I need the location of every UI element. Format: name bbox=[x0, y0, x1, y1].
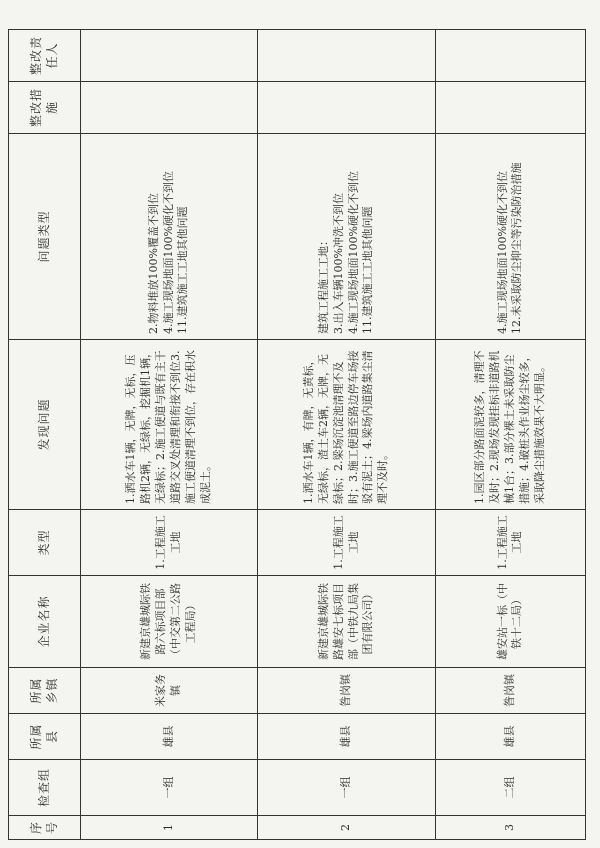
cell-town: 昝岗镇 bbox=[258, 668, 436, 714]
cell-measure bbox=[435, 82, 585, 134]
header-county: 所属县 bbox=[9, 714, 81, 760]
table-row bbox=[80, 30, 258, 840]
header-group: 检查组 bbox=[9, 760, 81, 816]
cell-issue: 2.物料堆放100%覆盖不到位 4.施工现场地面100%硬化不到位 11.建筑施工工地其他问题 bbox=[80, 134, 258, 340]
header-town: 所属乡镇 bbox=[9, 668, 81, 714]
cell-person bbox=[80, 30, 258, 82]
header-issue: 问题类型 bbox=[9, 134, 81, 340]
cell-group: 一组 bbox=[258, 760, 436, 816]
cell-no: 1 bbox=[80, 816, 258, 840]
cell-group: 一组 bbox=[80, 760, 258, 816]
header-measure: 整改措施 bbox=[9, 82, 81, 134]
cell-measure bbox=[80, 82, 258, 134]
cell-group: 二组 bbox=[435, 760, 585, 816]
cell-county: 雄县 bbox=[80, 714, 258, 760]
header-found: 发现问题 bbox=[9, 340, 81, 510]
header-type: 类型 bbox=[9, 510, 81, 576]
header-company: 企业名称 bbox=[9, 576, 81, 668]
cell-no: 3 bbox=[435, 816, 585, 840]
cell-company: 新建京雄城际铁路雄安七标项目部（中铁九局集团有限公司） bbox=[258, 576, 436, 668]
table-row bbox=[435, 30, 585, 840]
cell-person bbox=[435, 30, 585, 82]
cell-issue: 建筑工程施工工地： 3.出入车辆100%冲洗不到位 4.施工现场地面100%硬化不到位 11.建筑施工工地其他问题 bbox=[258, 134, 436, 340]
cell-person bbox=[258, 30, 436, 82]
inspection-table bbox=[8, 29, 586, 840]
cell-county: 雄县 bbox=[258, 714, 436, 760]
cell-no: 2 bbox=[258, 816, 436, 840]
table-header-row bbox=[9, 30, 81, 840]
header-person: 整改责任人 bbox=[9, 30, 81, 82]
cell-found: 1.园区部分路面泥较多，清理不及时；2.现场发现挂标非道路机械1台；3.部分裸土未采取防尘措施；4.破桩头作业扬尘较多，采取降尘措施效果不大明显。 bbox=[435, 340, 585, 510]
cell-type: 1.工程施工工地 bbox=[80, 510, 258, 576]
cell-type: 1.工程施工工地 bbox=[258, 510, 436, 576]
cell-town: 米家务镇 bbox=[80, 668, 258, 714]
cell-found: 1.洒水车1辆，无牌，无标，压路机2辆，无绿标，挖掘机1辆，无绿标；2.施工便道与既有主干道路交叉处清理和衔接不到位3.施工便道清理不到位，存在积水成泥土。 bbox=[80, 340, 258, 510]
table-row bbox=[258, 30, 436, 840]
cell-found: 1.洒水车1辆，有牌，无黄标，无绿标，渣土车2辆，无牌，无绿标；2.梁场沉淀池清理不及时；3.施工便道至路边停车场接驳有泥土；4.梁场内道路集尘清理不及时。 bbox=[258, 340, 436, 510]
header-no: 序号 bbox=[9, 816, 81, 840]
cell-type: 1.工程施工工地 bbox=[435, 510, 585, 576]
cell-company: 雄安站一标（中铁十二局） bbox=[435, 576, 585, 668]
cell-county: 雄县 bbox=[435, 714, 585, 760]
rotated-table-stage bbox=[8, 30, 586, 840]
cell-measure bbox=[258, 82, 436, 134]
cell-town: 昝岗镇 bbox=[435, 668, 585, 714]
cell-company: 新建京雄城际铁路六标项目部（中交第二公路工程局） bbox=[80, 576, 258, 668]
cell-issue: 4.施工现场地面100%硬化不到位 12.未采取防尘抑尘等污染防治措施 bbox=[435, 134, 585, 340]
